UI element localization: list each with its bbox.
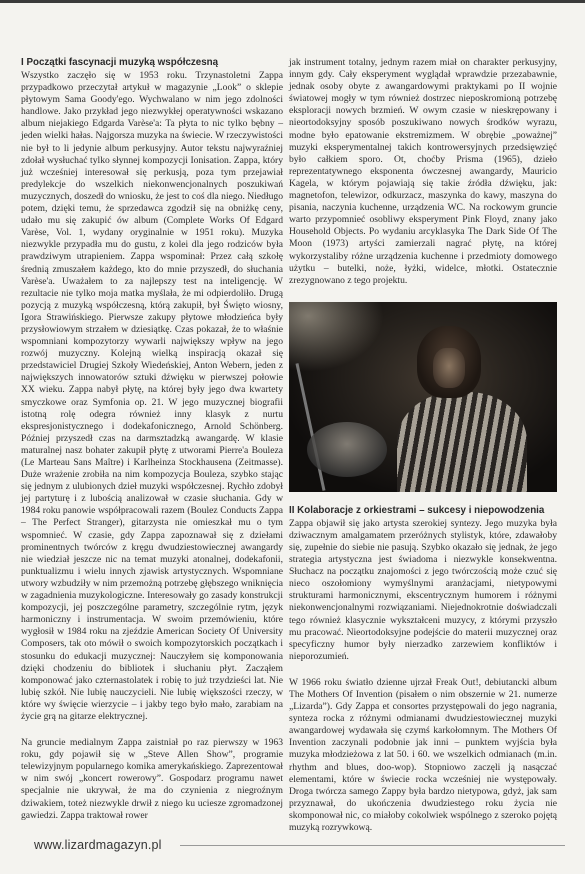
section2-paragraph-1: Zappa objawił się jako artysta szerokiej syntezy. Jego muzyka była dziwacznym amalgamatem przeróżnych stylistyk, które, zdawałoby się, zupełnie do siebie nie pasują. Szybko okazało się jednak, że jego strategia artystyczna jest świadoma i niezwykle konsekwentna. Słuchacz na początku znajomości z jego twórczością może czuć się nieco oszołomiony wymyślnymi aranżacjami, nietypowymi strukturami harmonicznymi, ekscentrycznym humorem i różnymi niekonwencjonalnymi rozwiązaniami. Niejednokrotnie doświadczali tego również klasycznie wykształceni muzycy, z którymi przyszło mu pracować. Nieortodoksyjne podejście do materii muzycznej oraz specyficzny humor były nierzadko zarzewiem konfliktów i nieporozumień. bbox=[289, 517, 557, 662]
section1-paragraph-3: jak instrument totalny, jednym razem miał on charakter perkusyjny, innym gdy. Cały eksperyment wyglądał wprawdzie przezabawnie, jednak osoby obyte z awangardowymi praktykami po II wojnie światowej mogły w tym również dostrzec nieposkromioną potrzebę eksploracji nowych brzmień. W owym czasie w nieskrępowany i nieortodoksyjny sposób poszukiwano nowych środków wyrazu, modne było epatowanie ekstremizmem. W obrębie „poważnej” muzyki eksperymentalnej takich kontrowersyjnych przedsięwzięć było całkiem sporo. Ot, choćby Prisma (1965), dzieło reprezentatywnego eksponenta ówczesnej awangardy, Mauricio Kagela, w którym pojawiają się takie źródła dźwięku, jak: magnetofon, telewizor, odkurzacz, maszynka do kawy, maszyna do pisania, naczynia kuchenne, urządzenia WC. Na rockowym gruncie warto przypomnieć osobliwy eksperyment Pink Floyd, znany jako Household Objects. Po wydaniu arcyklasyka The Dark Side Of The Moon (1973) artyści zamierzali nagrać płytę, na której wykorzystaliby różne urządzenia kuchenne i przedmioty domowego użytku – butelki, noże, łyżki, widelce, młotki. Ostatecznie zrezygnowano z tego projektu. bbox=[289, 57, 557, 286]
section1-paragraph-2: Na gruncie medialnym Zappa zaistniał po raz pierwszy w 1963 roku, gdy pojawił się w „Steve Allen Show”, programie telewizyjnym popularnego komika amerykańskiego. Zaprezentował w nim swój „koncert rowerowy”. Gospodarz programu nawet specjalnie nie ukrywał, że ma do czynienia z niegroźnym dziwakiem, toteż niezwykle drwił z niego ku uciesze zgromadzonej gawiedzi. Zappa traktował rower bbox=[21, 737, 283, 821]
section2-paragraph-2: W 1966 roku światło dzienne ujrzał Freak Out!, debiutancki album The Mothers Of Invention (pisałem o nim obszernie w 21. numerze „Lizarda”). Gdy Zappa et consortes przystępowali do jego nagrania, synteza rocka z różnymi odmianami dwudziestowiecznej muzyki awangardowej wydawała się czymś karkołomnym. The Mothers Of Invention zaczynali podobnie jak inni – punktem wyjścia była muzyka młodzieżowa z lat 50. i 60. we wszelkich odmianach (m.in. rhythm and blues, doo-wop). Stopniowo zaczęli ją nasączać elementami, które w świecie rocka wcześniej nie występowały. Droga twórcza samego Zappy była bardzo nietypowa, gdyż, jak sam przyznawał, do ukończenia dwudziestego roku życia nie skomponował nic, co miałoby cokolwiek wspólnego z szeroko pojętą muzyką rozrywkową. bbox=[289, 676, 557, 834]
photo-figure-face bbox=[433, 348, 465, 388]
photo-light bbox=[289, 302, 384, 372]
zappa-drums-photo bbox=[289, 302, 557, 492]
photo-stand bbox=[296, 363, 326, 491]
left-column bbox=[21, 57, 283, 822]
right-column bbox=[289, 57, 557, 834]
top-rule bbox=[0, 0, 585, 3]
section1-heading: I Początki fascynacji muzyką współczesną bbox=[21, 57, 219, 68]
footer-url[interactable]: www.lizardmagazyn.pl bbox=[34, 838, 162, 852]
photo-figure-body bbox=[397, 392, 527, 492]
photo-drum bbox=[307, 422, 387, 477]
section2-heading: II Kolaboracje z orkiestrami – sukcesy i niepowodzenia bbox=[289, 504, 545, 516]
footer-rule bbox=[180, 845, 565, 846]
section1-paragraph-1: Wszystko zaczęło się w 1953 roku. Trzynastoletni Zappa przypadkowo przeczytał artykuł w magazynie „Look” o sklepie płytowym Sama Goody'ego. Wychwalano w nim jego zdolności handlowe. Jako przykład jego niezwykłej operatywności wskazano album niejakiego Edgarda Varèse'a: Ta płyta to nic tylko bębny – jeden wielki hałas. Najgorsza muzyka na świecie. W rzeczywistości nie był to li jedynie album perkusyjny. Autor tekstu najwyraźniej zdołał wysłuchać tylko słynnej kompozycji Ionisation. Zappa, który już wcześniej interesował się perkusją, poza tym przejawiał predylekcje do wszelkich niekonwencjonalnych poszukiwań muzycznych, doszedł do wniosku, że jest to coś dla niego. Niedługo potem, dzięki temu, że sprzedawca zgodził się na obniżkę ceny, udało mu się zakupić ów album (Complete Works Of Edgard Varèse, Vol. 1, wydany oryginalnie w 1951 roku). Muzyka niezwykle przypadła mu do gustu, z kolei dla jego rodziców była prawdziwym utrapieniem. Zappa wspominał: Przez całą szkołę średnią zmuszałem każdego, kto do mnie przyszedł, do słuchania Varèse'a. Uważałem to za najlepszy test na inteligencję. W rezultacie nie tylko moja matka myślała, że mi odpierdoliło. Drugą pozycją z muzyką współczesną, którą zakupił, był Święto wiosny, Igora Strawińskiego. Pierwsze zakupy płytowe młodzieńca były przysłowiowym strzałem w dziesiątkę. Czas pokazał, że to właśnie wspomniani kompozytorzy wywarli największy wpływ na jego rozwój muzyczny. Kolejną wielką inspiracją okazał się przedstawiciel Drugiej Szkoły Wiedeńskiej, Anton Webern, jeden z największych innowatorów sztuki dźwięku w pierwszej połowie XX wieku. Zappa nabył płytę, na której były jego dwa kwartety smyczkowe oraz Symfonia op. 21. W jego muzycznej biografii istotną rolę odegra również inny klasyk z nurtu ekspresjonistycznego i dodekafonicznego, Arnold Schönberg. Później przyszedł czas na darmsztadzką awangardę. W klasie maturalnej nasz bohater zakupił płytę z utworami Pierre'a Bouleza (Le Marteau Sans Maître) i Karlheinza Stockhausena (Zeitmasse). Duże wrażenie zrobiła na nim kompozycja Bouleza, szybko stając się jednym z ulubionych dzieł muzyki współczesnej. Rychło zdobył jej partyturę i z lubością analizował w czasie słuchania. Gdy w 1984 roku panowie współpracowali razem (Boulez Conducts Zappa – The Perfect Stranger), gitarzysta nie omieszkał mu o tym wspomnieć. W czasie, gdy Zappa zapoznawał się z dziełami prominentnych twórców z kręgu dwudziestowiecznej awangardy nie wiedział jeszcze nic na temat muzyki atonalnej, dodekafonii, punktualizmu i wielu innych zjawisk artystycznych. Wspomniane utwory wzbudziły w nim przemożną potrzebę głębszego wniknięcia w zagadnienia muzykologiczne. Interesowały go zasady konstrukcji kompozycji, jej poszczególne parametry, szczególnie rytm, język harmoniczny i instrumentacja. W swoim przemówieniu, które wygłosił w 1984 roku na zjeździe American Society Of University Composers, tak oto mówił o swoich kompozytorskich początkach i stosunku do edukacji muzycznej: Nauczyłem się komponowania dzięki chodzeniu do bibliotek i słuchaniu płyt. Zacząłem komponować jako czternastolatek i robię to już trzydzieści lat. Nie lubię szkół. Nie lubię nauczycieli. Nie lubię większości rzeczy, w które wy święcie wierzycie – i jakby tego było mało, zarabiam na życie grą na gitarze elektrycznej. bbox=[21, 70, 283, 722]
